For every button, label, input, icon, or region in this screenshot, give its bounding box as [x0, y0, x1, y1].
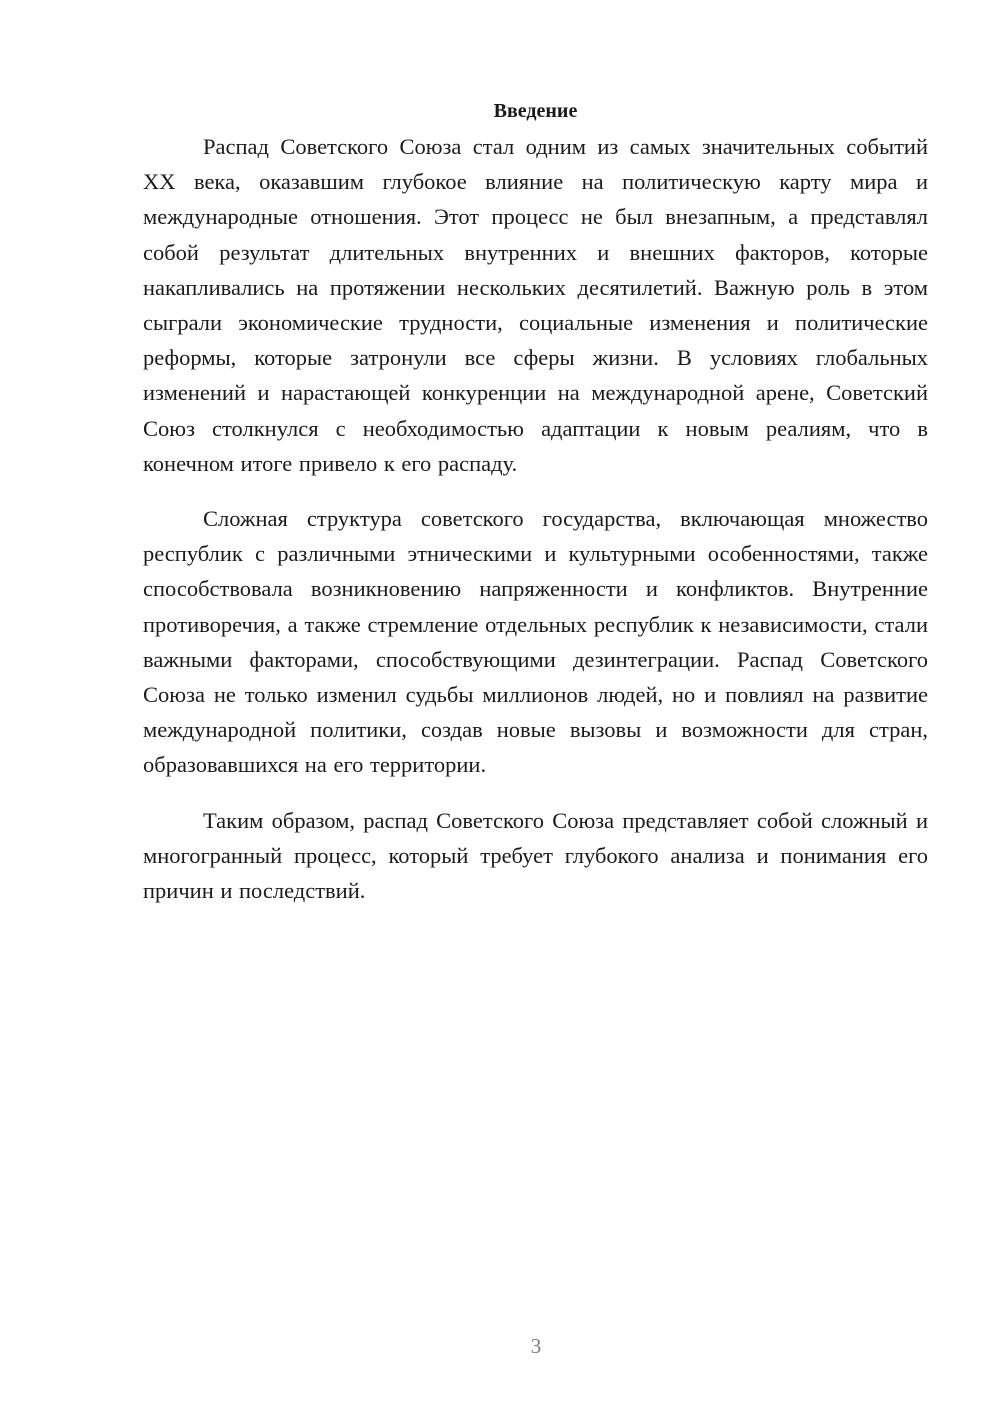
page-content [143, 94, 928, 928]
paragraph-3: Таким образом, распад Советского Союза представляет собой сложный и многогранный процесс, который требует глубокого анализа и понимания его причин и последствий. [143, 807, 928, 904]
page-number: 3 [530, 1334, 542, 1358]
paragraph-2: Сложная структура советского государства, включающая множество республик с различными этническими и культурными особенностями, также способствовала возникновению напряженности и конфликтов. Внутренние противоречия, а также стремление отдельных республик к независимости, стали важными факторами, способствующими дезинтеграции. Распад Советского Союза не только изменил судьбы миллионов людей, но и повлиял на развитие международной политики, создав новые вызовы и возможности для стран, образовавшихся на его территории. [143, 506, 928, 778]
paragraph-1: Распад Советского Союза стал одним из самых значительных событий XX века, оказавшим глубокое влияние на политическую карту мира и международные отношения. Этот процесс не был внезапным, а представлял собой результат длительных внутренних и внешних факторов, которые накапливались на протяжении нескольких десятилетий. Важную роль в этом сыграли экономические трудности, социальные изменения и политические реформы, которые затронули все сферы жизни. В условиях глобальных изменений и нарастающей конкуренции на международной арене, Советский Союз столкнулся с необходимостью адаптации к новым реалиям, что в конечном итоге привело к его распаду. [143, 134, 928, 476]
section-heading: Введение [493, 100, 578, 122]
